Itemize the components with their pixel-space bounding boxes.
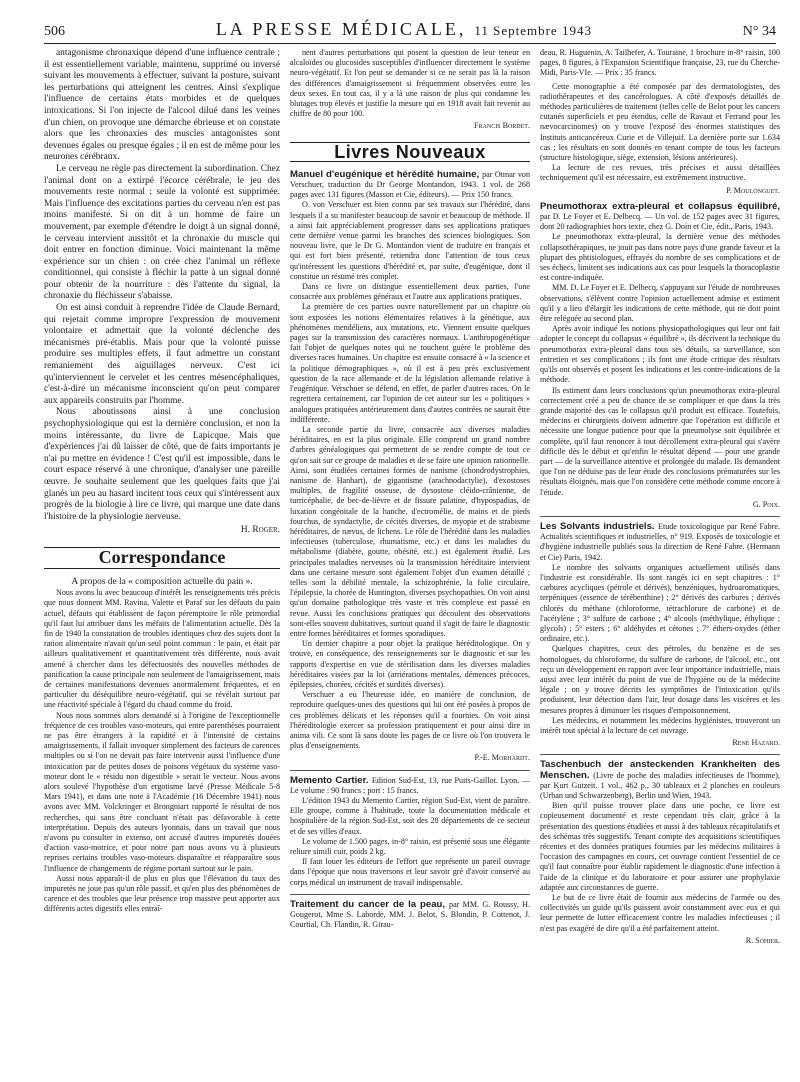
paragraph: Nous nous sommes alors demandé si à l'origine de l'exceptionnelle fréquence de ces troubles vaso-moteurs, qui entre parenthèses pourraient ne pas être étrangers à la rapidité et à l'intensité de certains amaigrissements, il fallait invoquer simplement des facteurs de carences multiples ou si l'on ne devait pas faire intervenir aussi l'influence d'une intoxication par de petites doses de poisons végétaux du système vaso-moteur dont le « résidu non digestible » serait le vecteur. Nous avons alors soulevé l'hypothèse d'un ergotisme larvé (Presse Médicale 5-8 Mars 1941), et dans une note à l'Académie (16 Décembre 1941) nous avons avec MM. Volckringer et Brongniart rapporté le résultat de nos recherches, qui sans être concluant n'était pas défavorable à cette interprétation. Depuis des auteurs lyonnais, dans un travail que nous n'avons pu consulter in extenso, ont accusé d'autres impuretés douées d'action vaso-motrice, et pour notre part nous avons vu à plusieurs reprises certains troubles vaso-moteurs disparaître et réapparaître sous l'influence de changements de régime portant surtout sur le pain. (44, 710, 280, 873)
book-meta: Etude toxicologique par René Fabre. Actualités scientifiques et industrielles, n° 919. Exposés de toxicologie et d'hygiène industrielle publiés sous la direction de René Fabre. (Hermann et Cie) Paris, 1942. (540, 521, 780, 562)
page-header (44, 14, 776, 44)
paragraph: MM. D. Le Foyer et E. Delbecq, s'appuyant sur l'étude de nombreuses observations, s'élèvent contre l'opinion actuellement admise et estiment qu'il y a lieu d'élargir les indications de cette méthode, qui ne doit point être reléguée au second plan. (540, 283, 780, 324)
book-reviews (540, 202, 780, 946)
paragraph: Les médecins, et notamment les médecins hygiénistes, trouveront un intérêt tout spécial à la lecture de cet ouvrage. (540, 715, 780, 735)
paragraph: O. von Verschuer est bien connu par ses travaux sur l'hérédité, dans lesquels il a su manifester beaucoup de savoir et beaucoup de méthode. Il a ainsi fait appréciablement progresser dans ses applications pratiques cette dernière venue parmi les branches des sciences biologiques. Son nouveau livre, que le Dr G. Montandon vient de traduire en français et qui est fort bien présenté, retiendra donc l'attention de tous ceux qu'intéressent les questions d'hérédité et, par suite, d'eugénique, dont il constitue un résumé très complet. (290, 200, 530, 281)
book-review (540, 754, 780, 946)
signature: G. Poix. (752, 499, 780, 509)
correspondence-body (44, 588, 280, 915)
paragraph: Nous avons lu avec beaucoup d'intérêt les renseignements très précis que nous donnent MM. Ravina, Valette et Paraf sur les défauts du pain actuel, défauts qui établissent de façon péremptoire le rôle primordial qu'il faut lui attribuer dans les méfaits de l'alimentation actuelle. Dès la fin de 1940 la constatation de troubles identiques chez des sujets dont la ration alimentaire n'avait qu'un seul point commun : le pain, et était par ailleurs qualitativement et quantitativement très différente, nous avait amené à chercher dans les défectuosités des nouvelles méthodes de panification la cause principale non seulement de l'amaigrissement, mais de certaines manifestations devenues anormalement fréquentes, et en particulier du déséquilibre neuro-végétatif, qui se révélait surtout par une réactivité spéciale à l'égard du chaud comme du froid. (44, 588, 280, 710)
signature: Francis Bordet. (474, 121, 530, 131)
article-body (44, 48, 280, 523)
paragraph: Cette monographie a été composée par des dermatologistes, des radiothérapeutes et des cancérologues. A côté d'exposés détaillés de méthodes particulières de traitement (telles celle de Belot pour les cancers cutanés superficiels et peu étendus, celle de Ravaut et Ferrand pour les nævocarcinomes) on y trouve l'exposé des énormes statistiques des Instituts anticancéreux Curie et de Villejuif. La dernière porte sur 1.634 cas ; les résultats en sont donnés en tenant compte de tous les facteurs (structure histologique, siège, extension, lésions antérieures). (540, 81, 780, 163)
paragraph: Le pneumothorax extra-pleural, la dernière venue des méthodes collapsothérapiques, ne jouit pas dans notre pays d'une grande faveur et la plupart des phtisiologues, effrayés du nombre de ses complications et de ses échecs, limitent ses indications aux cas pour lesquels la thoracoplastie est contre-indiquée. (540, 232, 780, 283)
book-title: Traitement du cancer de la peau, (290, 898, 450, 910)
book-meta: par D. Le Foyer et E. Delbecq. — Un vol. de 152 pages avec 31 figures, dont 20 radiographies hors texte, chez G. Doin et Cie, édit., Paris, 1943. (540, 212, 780, 232)
book-meta: par MM. G. Roussy, H. Gougerot, Mme S. Laborde, MM. J. Belot, S. Blondin, P. Cottenot, J. Courtial, Ch. Flandin, R. Girau- (290, 899, 530, 930)
book-entry (540, 522, 780, 563)
book-title: Manuel d'eugénique et hérédité humaine, (290, 168, 483, 180)
book-reviews (290, 170, 530, 931)
paragraph: Bien qu'il puisse trouver place dans une poche, ce livre est copieusement documenté et reste cependant très clair, grâce à la présentation des questions étudiées et aussi à des tableaux récapitulatifs et des schémas très suggestifs. Tenant compte des acquisitions scientifiques récentes et des données pratiques fournies par les médecins militaires à l'occasion des campagnes en cours, cet ouvrage contient l'essentiel de ce qu'il faut connaître pour établir rapidement le diagnostic d'une infection à l'aide de la clinique et du laboratoire et pour assurer une prophylaxie adaptée aux circonstances de guerre. (540, 801, 780, 892)
paragraph: Le nombre des solvants organiques actuellement utilisés dans l'industrie est considérable. Ils sont rangés ici en sept chapitres : 1° carbures acycliques (pétrole et dérivés), benzéniques, hydroaromatiques, terpéniques (essence de térébenthine) ; 2° dérivés des carbures ; dérivés chlorés du méthane (chloroforme, tétrachlorure de carbone) et de l'acétylène ; 3° sulfure de carbone ; 4° alcools (méthylique, éthylique ; glycols) ; 5° esters ; 6° aldéhydes et cétones ; 7° éthers-oxydes (éther ordinaire, etc.). (540, 562, 780, 644)
paragraph: Quelques chapitres, ceux des pétroles, du benzène et de ses homologues, du chloroforme, du sulfure de carbone, de l'alcool, etc., ont reçu un développement en rapport avec leur importance industrielle, mais aussi avec leur intérêt du point de vue de l'hygiène ou de la médecine légale ; on y trouve décrits les symptômes de l'intoxication qu'ils produisent, leur détection dans l'air, leur dosage dans les viscères et les mesures propres à diminuer les risques d'empoisonnement. (540, 644, 780, 715)
book-entry (540, 760, 780, 801)
column-middle (290, 48, 530, 1058)
section-heading-correspondance: Correspondance (44, 547, 280, 569)
book-title: Memento Cartier. (290, 774, 372, 786)
paragraph: La seconde partie du livre, consacrée aux diverses maladies héréditaires, en est la plus originale. Elle comprend un grand nombre d'arbres généalogiques qui permettent de se rendre compte de tout ce qu'on sait sur ce groupe de maladies et de se faire une opinion rationnelle. Ainsi, sont étudiées certaines formes de nanisme (chondrodystrophies, nanisme de Hanhart), de gigantisme (arachnodactylie), d'exostoses multiples, de fragilité osseuse, de dysostose cléido-crânienne, de turricéphalie, de bec-de-lièvre et de fissure palatine, d'hypospadias, de luxation congénitale de la hanche, d'ectromélie, de mains et de pieds fourchus, de syndactylie, de cécités diverses, de myopie et de strabisme héréditaires, de nævus, de lichens. Le rôle de l'hérédité dans les maladies infectieuses (tuberculose, rhumatisme, etc.) et dans les maladies du métabolisme (diabète, goutte, obésité, etc.) est également étudié. Les principales maladies nerveuses où la transmission héréditaire intervient dans une certaine mesure sont également l'objet d'un examen détaillé ; telles sont la débilité mentale, la schizophrénie, la folie circulaire, l'épilepsie, la chorée de Huntington, diverses psychopathies. On voit ainsi qu'un domaine pathologique très vaste et très complexe est passé en revue. Aussi les conclusions pratiques qui découlent des observations sont-elles souvent dubitatives, surtout quand il s'agit de faire le diagnostic entre formes héréditaires et formes sporadiques. (290, 424, 530, 638)
book-entry (290, 776, 530, 796)
signature: P. Moulonguet. (726, 185, 780, 195)
divider (290, 770, 530, 771)
book-title: Taschenbuch der ansteckenden Krankheiten des Menschen. (540, 759, 780, 781)
issue-date: 11 Septembre 1943 (474, 23, 592, 38)
paragraph: Le volume de 1.500 pages, in-8° raisin, est présenté sous une élégante reliure simili cuir, poids 2 kg. (290, 836, 530, 857)
signature: René Hazard. (732, 738, 780, 748)
paragraph: Dans ce livre on distingue essentiellement deux parties, l'une consacrée aux problèmes généraux et l'autre aux applications pratiques. (290, 282, 530, 302)
paragraph: Après avoir indiqué les notions physiopathologiques qui leur ont fait adopter le concept du collapsus « équilibré », ils décrivent la technique du pneumothorax extra-pleural dans tous ses détails, sa surveillance, son entretien et ses complications ; ils font une étude critique des résultats qu'ils ont observés et posent les indications et les contre-indications de la méthode. (540, 324, 780, 385)
paragraph: L'édition 1943 du Memento Cartier, région Sud-Est, vient de paraître. Elle groupe, comme à l'habitude, toute la documentation médicale et hospitalière de la région Sud-Est, soit des 28 départements de ce secteur et de ses villes d'eaux. (290, 796, 530, 836)
book-meta: deau, R. Huguenin, A. Tailhefer, A. Touraine, 1 brochure in-8° raisin, 100 pages, 8 figures, à l'Expansion Scientifique française, 23, rue du Cherche-Midi, Paris-VIe. — Prix : 35 francs. (540, 48, 780, 78)
paragraph: Le but de ce livre était de fournir aux médecins de l'armée ou des collectivités un guide qu'ils puissent avoir constamment avec eux et qui leur permette de lutter efficacement contre les maladies infectieuses ; il n'est pas exagéré de dire qu'il a été parfaitement atteint. (540, 893, 780, 933)
paragraph: Un dernier chapitre a pour objet la pratique héréditologique. On y trouve, en conséquence, des renseignements sur le diagnostic et sur les rapports d'expertise en vue de stérilisation dans les diverses maladies héréditaires visées par la loi (arriérations mentales, démences précoces, épilepsies, chorées, cécités et surdités diverses). (290, 639, 530, 689)
correspondence-subtitle: A propos de la « composition actuelle du pain ». (71, 576, 253, 587)
issue-number: N° 34 (742, 24, 776, 39)
book-review (290, 770, 530, 888)
signature: H. Roger. (240, 525, 280, 536)
column-right (540, 48, 780, 1058)
paragraph: On est ainsi conduit à reprendre l'idée de Claude Bernard, qui rejetait comme impropre l'expression de mouvement volontaire et admettait que la volonté déclenche des mécanismes pré-établis. Mais pour que la volonté puisse produire ses multiples effets, il faut admettre un constant remaniement des aiguillages nerveux. C'est ici qu'interviennent le cervelet et les centres mésencéphaliques, c'est-à-dire un mécanisme inconscient qu'on peut comparer aux appareils construits par l'homme. (44, 303, 280, 406)
divider (540, 754, 780, 755)
paragraph: Verschuer a eu l'heureuse idée, en manière de conclusion, de reproduire quelques-unes des questions qui lui ont été posées à propos de ces problèmes délicats et les réponses qu'il a fournies. On voit ainsi l'héréditologie exercer sa profession pratiquement et pour ainsi dire in anima vili. Ce sont là sans doute les pages de ce livre où l'on trouvera le plus d'enseignements. (290, 690, 530, 751)
book-review (540, 202, 780, 510)
paragraph: Ils estiment dans leurs conclusions qu'un pneumothorax extra-pleural correctement créé a peu de chance de se compliquer et que dans la très grande majorité des cas le collapsus qu'il produit est efficace. Toutefois, médecins et chirurgiens doivent admettre que l'opération est difficile et nécessite une longue patience pour que la pneumolyse soit équilibrée et complète, qu'il faut renoncer à tout décollement extra-pleural qui s'avère difficile dès le début et qu'enfin le résultat dépend — pour une grande part — de la surveillance attentive et prolongée du malade. Ils demandent que l'on ne déduise pas de leur étude des conclusions prématurées sur les résultats éloignés, mais que l'on considère cette méthode comme encore à l'étude. (540, 385, 780, 497)
paragraph: Nous aboutissons ainsi à une conclusion psychophysiologique qui est la dernière conclusion, et non la moins intéressante, du livre de Lapicque. Mais que d'expériences j'ai dû laisser de côté, que de faits importants je n'ai pu mettre en évidence ! C'est qu'il est impossible, dans le court espace réservé à une chronique, d'analyser une pareille œuvre. Je souhaite seulement que les quelques faits que j'ai glanés un peu au hasard incitent tous ceux qui s'intéressent aux progrès de la biologie à lire ce livre, qui marque une date dans l'histoire de la physiologie nerveuse. (44, 407, 280, 522)
section-heading-livres-nouveaux: Livres Nouveaux (290, 142, 530, 162)
paragraph: Le cerveau ne règle pas directement la subordination. Chez l'animal dont on a extirpé l'écorce cérébrale, le jeu des mouvements reste normal ; seule la volonté est supprimée. Mais l'influence des excitations parties du cerveau n'en est pas moins manifeste. Si on dit à un homme de faire un mouvement, par exemple d'étendre le doigt à un signal donné, le cerveau intervient aussitôt et la chronaxie du muscle qui doit entrer en fonction diminue. Voici maintenant la même expérience sur un chien : on crée chez l'animal un réflexe conditionnel, qui consiste à fléchir la patte à un signal donné pour obtenir de la nourriture : dès l'attente du signal, la chronaxie du fléchisseur s'abaisse. (44, 163, 280, 302)
book-review (290, 170, 530, 764)
column-left (44, 48, 280, 1058)
review-body (540, 82, 780, 184)
book-meta: par Otmar von Verschuer, traduction du Dr George Montandon, 1943. 1 vol. de 268 pages avec 131 figures (Masson et Cie, éditeurs). — Prix 150 francs. (290, 169, 530, 200)
signature: R. Sohier. (745, 935, 780, 945)
book-meta: (Livre de poche des maladies infectieuses de l'homme), par Kurt Gutzeit. 1 vol., 462 p., 30 tableaux et 2 planches en couleurs (Urban und Schwarzenberg), Berlin und Wien, 1943. (540, 770, 780, 801)
book-entry (540, 202, 780, 233)
continued-paragraph: nent d'autres perturbations qui posent la question de leur teneur en alcaloïdes ou glucosides susceptibles d'influencer directement le système neuro-végétatif. Et l'on peut se demander si ce ne serait pas là la raison des différences d'amaigrissement si fréquemment observées entre les deux sexes. En tout cas, il y a là une raison de plus qui condamne les blutages trop élevés et justifie la mesure qui en 1918 avait fait revenir au chiffre de 80 pour 100. (290, 48, 530, 119)
journal-title (216, 19, 592, 40)
book-entry (290, 170, 530, 201)
divider (540, 516, 780, 517)
divider (290, 894, 530, 895)
paragraph: Il faut louer les éditeurs de l'effort que représente un pareil ouvrage dans l'époque que nous traversons et leur savoir gré d'avoir conservé au corps médical un instrument de travail indispensable. (290, 857, 530, 887)
journal-name: LA PRESSE MÉDICALE, (215, 19, 467, 39)
signature: P.-E. Morhardt. (474, 753, 530, 763)
paragraph: Aussi nous apparaît-il de plus en plus que l'élévation du taux des impuretés ne joue pas qu'un rôle passif, et qu'en plus des phénomènes de carence et des troubles que leur présence trop massive peut apporter aux différents actes digestifs elles entraî- (44, 873, 280, 914)
book-entry (290, 900, 530, 931)
paragraph: La lecture de ces revues, très précises et aussi détaillées techniquement qu'il est nécessaire, est extrêmement instructive. (540, 163, 780, 183)
paragraph: antagonisme chronaxique dépend d'une influence centrale ; il est essentiellement variable, maintenu, supprimé ou inversé suivant les mouvements à effectuer, suivant la posture, suivant les perturbations qui atteignent les centres. Ainsi s'explique l'influence de certains états morbides et de quelques intoxications. Si l'on injecte de l'alcool dilué dans les veines d'un chien, on provoque une démarche ébrieuse et on constate alors que les chronaxies des muscles antagonistes sont devenues égales ou presque égales ; il en est de même pour les neurones cérébraux. (44, 48, 280, 163)
paragraph: La première de ces parties ouvre naturellement par un chapitre où sont exposées les notions élémentaires relatives à la génétique, aux phénomènes mendéliens, aux mutations, etc. Viennent ensuite quelques pages sur la transmission des caractères normaux. L'anthropogénétique fait l'objet de quelques notes qui ne touchent guère le problème des diverses races humaines. Un chapitre est ensuite consacré à « la science et la politique démographiques », où il est à peu près exclusivement question de la race allemande et de la législation allemande relative à l'eugénique. Verschuer se défend, en effet, de parler d'autres races. On le regrettera certainement, car l'opinion de cet auteur sur les « politiques » analogues pratiquées antérieurement dans d'autres contrées ne saurait être indifférente. (290, 302, 530, 424)
book-meta: Edition Sud-Est, 13, rue Puits-Gaillot. Lyon. — Le volume : 90 francs ; port : 15 francs. (290, 775, 530, 795)
book-review (290, 894, 530, 931)
book-title: Pneumothorax extra-pleural et collapsus équilibré, (540, 200, 780, 212)
book-title: Les Solvants industriels. (540, 520, 659, 532)
page-number: 506 (44, 24, 65, 39)
book-review (540, 516, 780, 748)
